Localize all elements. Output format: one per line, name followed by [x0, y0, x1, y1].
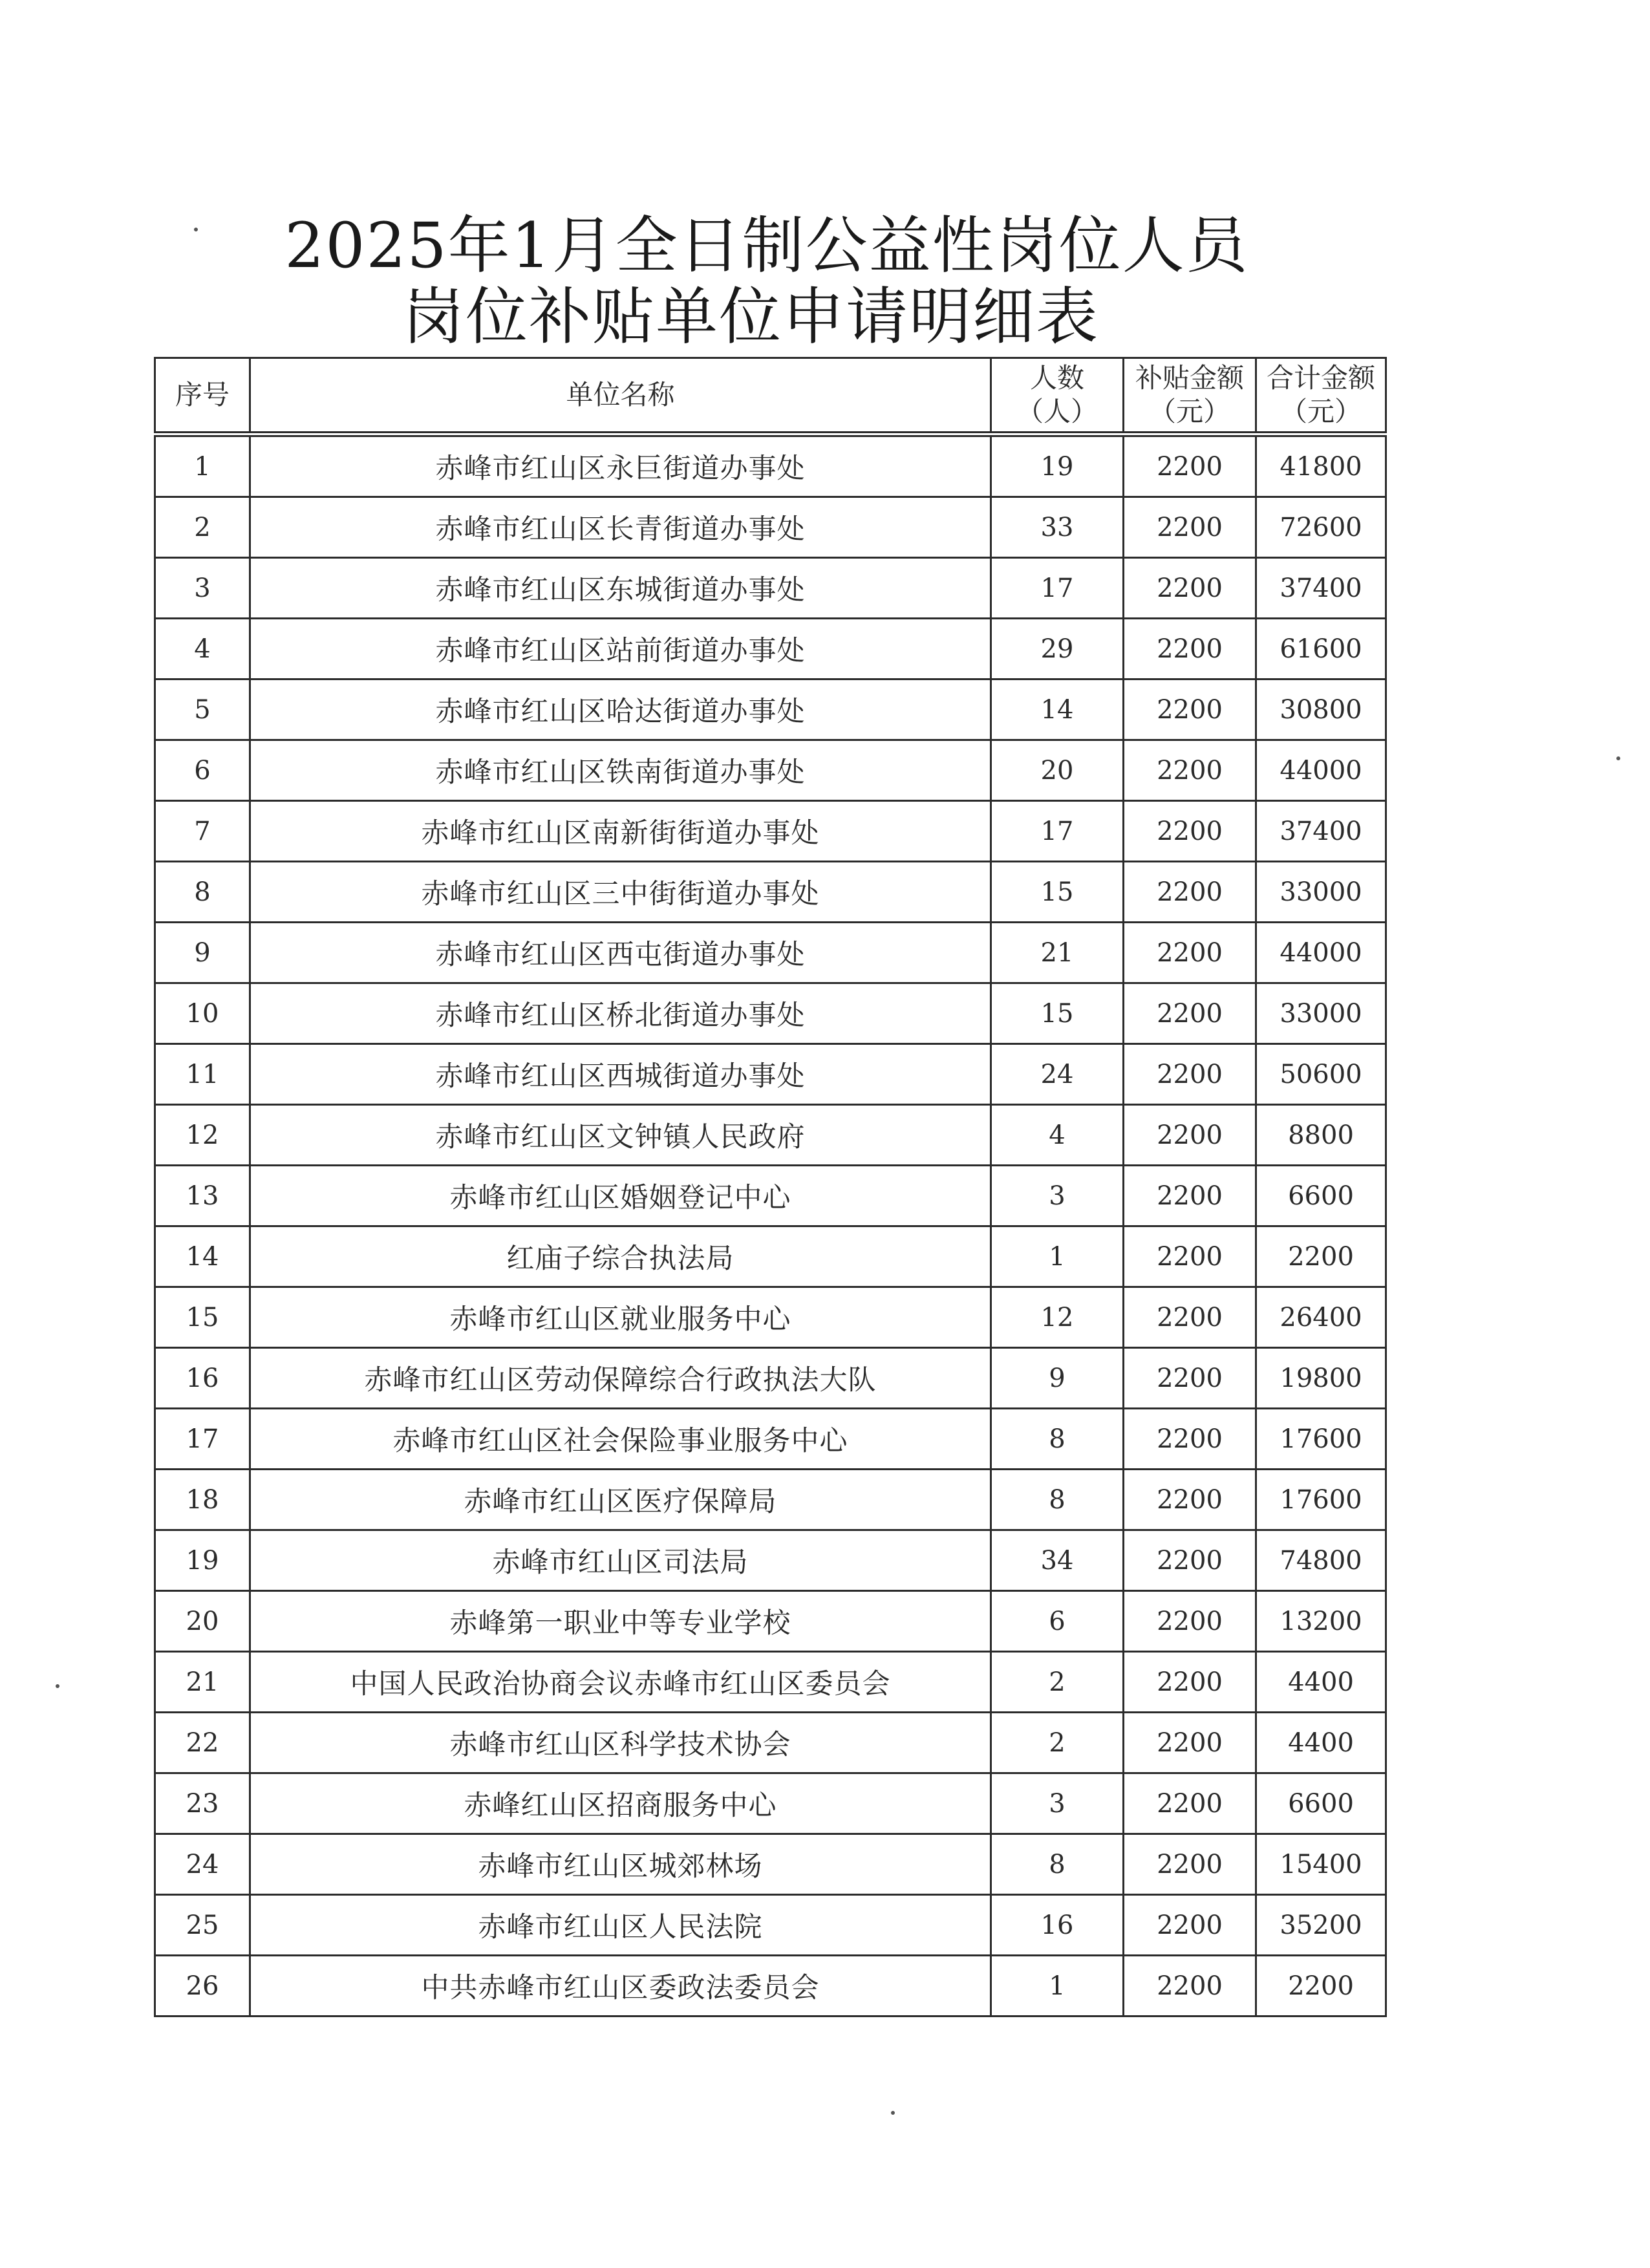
- header-total-unit: （元）: [1280, 396, 1362, 427]
- row-unit-name: 赤峰市红山区科学技术协会: [250, 1713, 991, 1773]
- row-unit-name: 赤峰市红山区人民法院: [250, 1895, 991, 1956]
- row-total: 17600: [1256, 1409, 1386, 1470]
- row-index: 10: [155, 983, 250, 1044]
- table-row: [155, 558, 1386, 619]
- table-row: [155, 434, 1386, 497]
- row-subsidy: 2200: [1124, 983, 1256, 1044]
- header-subsidy-unit: （元）: [1148, 396, 1230, 427]
- scan-speck: [56, 1684, 59, 1688]
- table-body: [155, 434, 1386, 2017]
- header-headcount: [991, 358, 1124, 434]
- row-total: 2200: [1256, 1226, 1386, 1287]
- row-total: 6600: [1256, 1773, 1386, 1834]
- table-row: [155, 497, 1386, 558]
- row-subsidy: 2200: [1124, 1895, 1256, 1956]
- row-index: 18: [155, 1470, 250, 1530]
- table-row: [155, 619, 1386, 679]
- row-subsidy: 2200: [1124, 679, 1256, 740]
- row-unit-name: 赤峰市红山区东城街道办事处: [250, 558, 991, 619]
- row-subsidy: 2200: [1124, 1226, 1256, 1287]
- row-unit-name: 赤峰市红山区铁南街道办事处: [250, 740, 991, 801]
- row-total: 2200: [1256, 1956, 1386, 2017]
- row-total: 17600: [1256, 1470, 1386, 1530]
- row-headcount: 33: [991, 497, 1124, 558]
- table-row: [155, 1044, 1386, 1105]
- row-index: 16: [155, 1348, 250, 1409]
- row-index: 12: [155, 1105, 250, 1166]
- scan-speck: [891, 2111, 895, 2115]
- row-index: 26: [155, 1956, 250, 2017]
- row-headcount: 2: [991, 1652, 1124, 1713]
- table-row: [155, 1287, 1386, 1348]
- row-index: 6: [155, 740, 250, 801]
- table-row: [155, 1956, 1386, 2017]
- row-headcount: 9: [991, 1348, 1124, 1409]
- row-unit-name: 中共赤峰市红山区委政法委员会: [250, 1956, 991, 2017]
- header-subsidy-label: 补贴金额: [1135, 362, 1244, 394]
- table-row: [155, 1713, 1386, 1773]
- table-row: [155, 1895, 1386, 1956]
- table-row: [155, 1409, 1386, 1470]
- row-subsidy: 2200: [1124, 434, 1256, 497]
- row-headcount: 15: [991, 983, 1124, 1044]
- row-subsidy: 2200: [1124, 1105, 1256, 1166]
- row-subsidy: 2200: [1124, 1956, 1256, 2017]
- row-headcount: 34: [991, 1530, 1124, 1591]
- row-total: 50600: [1256, 1044, 1386, 1105]
- row-headcount: 1: [991, 1226, 1124, 1287]
- row-headcount: 21: [991, 923, 1124, 983]
- row-index: 2: [155, 497, 250, 558]
- row-headcount: 14: [991, 679, 1124, 740]
- row-subsidy: 2200: [1124, 1166, 1256, 1226]
- row-headcount: 8: [991, 1470, 1124, 1530]
- row-index: 4: [155, 619, 250, 679]
- row-unit-name: 中国人民政治协商会议赤峰市红山区委员会: [250, 1652, 991, 1713]
- header-unit-name: 单位名称: [250, 358, 991, 434]
- row-total: 35200: [1256, 1895, 1386, 1956]
- row-total: 33000: [1256, 983, 1386, 1044]
- row-headcount: 17: [991, 558, 1124, 619]
- row-total: 19800: [1256, 1348, 1386, 1409]
- row-index: 7: [155, 801, 250, 862]
- row-total: 61600: [1256, 619, 1386, 679]
- header-subsidy-amount: [1124, 358, 1256, 434]
- row-headcount: 3: [991, 1773, 1124, 1834]
- row-unit-name: 赤峰市红山区司法局: [250, 1530, 991, 1591]
- row-unit-name: 赤峰红山区招商服务中心: [250, 1773, 991, 1834]
- table-row: [155, 862, 1386, 923]
- row-total: 37400: [1256, 558, 1386, 619]
- row-unit-name: 赤峰市红山区站前街道办事处: [250, 619, 991, 679]
- table-row: [155, 1105, 1386, 1166]
- row-headcount: 8: [991, 1834, 1124, 1895]
- row-total: 4400: [1256, 1652, 1386, 1713]
- row-subsidy: 2200: [1124, 1591, 1256, 1652]
- table-row: [155, 1834, 1386, 1895]
- row-headcount: 1: [991, 1956, 1124, 2017]
- row-total: 33000: [1256, 862, 1386, 923]
- row-subsidy: 2200: [1124, 1834, 1256, 1895]
- row-index: 5: [155, 679, 250, 740]
- row-subsidy: 2200: [1124, 740, 1256, 801]
- row-headcount: 12: [991, 1287, 1124, 1348]
- row-unit-name: 赤峰市红山区婚姻登记中心: [250, 1166, 991, 1226]
- row-index: 23: [155, 1773, 250, 1834]
- row-total: 44000: [1256, 740, 1386, 801]
- row-headcount: 20: [991, 740, 1124, 801]
- row-index: 25: [155, 1895, 250, 1956]
- row-headcount: 15: [991, 862, 1124, 923]
- header-index: 序号: [155, 358, 250, 434]
- row-index: 22: [155, 1713, 250, 1773]
- row-unit-name: 赤峰市红山区就业服务中心: [250, 1287, 991, 1348]
- row-unit-name: 赤峰市红山区文钟镇人民政府: [250, 1105, 991, 1166]
- row-headcount: 6: [991, 1591, 1124, 1652]
- row-unit-name: 赤峰市红山区桥北街道办事处: [250, 983, 991, 1044]
- row-total: 13200: [1256, 1591, 1386, 1652]
- row-headcount: 2: [991, 1713, 1124, 1773]
- table-header-row: [155, 358, 1386, 434]
- row-unit-name: 赤峰市红山区城郊林场: [250, 1834, 991, 1895]
- row-total: 74800: [1256, 1530, 1386, 1591]
- row-headcount: 16: [991, 1895, 1124, 1956]
- row-unit-name: 红庙子综合执法局: [250, 1226, 991, 1287]
- row-index: 19: [155, 1530, 250, 1591]
- table-row: [155, 1591, 1386, 1652]
- row-unit-name: 赤峰市红山区医疗保障局: [250, 1470, 991, 1530]
- row-total: 41800: [1256, 434, 1386, 497]
- scan-speck: [1616, 756, 1620, 760]
- row-headcount: 24: [991, 1044, 1124, 1105]
- row-index: 3: [155, 558, 250, 619]
- row-total: 6600: [1256, 1166, 1386, 1226]
- table-row: [155, 801, 1386, 862]
- row-index: 13: [155, 1166, 250, 1226]
- row-unit-name: 赤峰市红山区西屯街道办事处: [250, 923, 991, 983]
- row-index: 9: [155, 923, 250, 983]
- row-unit-name: 赤峰市红山区永巨街道办事处: [250, 434, 991, 497]
- row-index: 15: [155, 1287, 250, 1348]
- table-row: [155, 1226, 1386, 1287]
- table-row: [155, 983, 1386, 1044]
- row-unit-name: 赤峰市红山区哈达街道办事处: [250, 679, 991, 740]
- table-row: [155, 923, 1386, 983]
- row-subsidy: 2200: [1124, 1287, 1256, 1348]
- row-subsidy: 2200: [1124, 1530, 1256, 1591]
- table-row: [155, 1652, 1386, 1713]
- row-index: 24: [155, 1834, 250, 1895]
- title-line-2: 岗位补贴单位申请明细表: [402, 281, 1099, 353]
- scan-speck: [194, 228, 198, 231]
- row-unit-name: 赤峰市红山区长青街道办事处: [250, 497, 991, 558]
- row-total: 26400: [1256, 1287, 1386, 1348]
- row-subsidy: 2200: [1124, 497, 1256, 558]
- table-row: [155, 740, 1386, 801]
- header-headcount-unit: （人）: [1016, 396, 1098, 427]
- header-total-amount: [1256, 358, 1386, 434]
- row-unit-name: 赤峰市红山区劳动保障综合行政执法大队: [250, 1348, 991, 1409]
- header-headcount-label: 人数: [1029, 362, 1084, 394]
- row-total: 30800: [1256, 679, 1386, 740]
- table-row: [155, 1348, 1386, 1409]
- row-headcount: 19: [991, 434, 1124, 497]
- row-subsidy: 2200: [1124, 619, 1256, 679]
- row-headcount: 17: [991, 801, 1124, 862]
- row-index: 17: [155, 1409, 250, 1470]
- row-headcount: 4: [991, 1105, 1124, 1166]
- row-subsidy: 2200: [1124, 1348, 1256, 1409]
- row-unit-name: 赤峰市红山区西城街道办事处: [250, 1044, 991, 1105]
- row-subsidy: 2200: [1124, 1652, 1256, 1713]
- header-total-label: 合计金额: [1266, 362, 1375, 394]
- row-subsidy: 2200: [1124, 1409, 1256, 1470]
- table-row: [155, 679, 1386, 740]
- row-total: 44000: [1256, 923, 1386, 983]
- row-index: 14: [155, 1226, 250, 1287]
- row-index: 1: [155, 434, 250, 497]
- row-index: 20: [155, 1591, 250, 1652]
- row-index: 8: [155, 862, 250, 923]
- title-line-1: 2025年1月全日制公益性岗位人员: [284, 209, 1249, 282]
- row-unit-name: 赤峰市红山区社会保险事业服务中心: [250, 1409, 991, 1470]
- row-headcount: 8: [991, 1409, 1124, 1470]
- row-subsidy: 2200: [1124, 1713, 1256, 1773]
- row-subsidy: 2200: [1124, 923, 1256, 983]
- table-row: [155, 1530, 1386, 1591]
- row-subsidy: 2200: [1124, 558, 1256, 619]
- table-row: [155, 1166, 1386, 1226]
- row-unit-name: 赤峰市红山区南新街街道办事处: [250, 801, 991, 862]
- row-total: 8800: [1256, 1105, 1386, 1166]
- subsidy-detail-table: [154, 357, 1387, 2017]
- row-headcount: 29: [991, 619, 1124, 679]
- row-total: 37400: [1256, 801, 1386, 862]
- row-total: 4400: [1256, 1713, 1386, 1773]
- table-row: [155, 1773, 1386, 1834]
- row-unit-name: 赤峰第一职业中等专业学校: [250, 1591, 991, 1652]
- row-subsidy: 2200: [1124, 1470, 1256, 1530]
- row-total: 72600: [1256, 497, 1386, 558]
- row-subsidy: 2200: [1124, 801, 1256, 862]
- row-total: 15400: [1256, 1834, 1386, 1895]
- table-row: [155, 1470, 1386, 1530]
- row-unit-name: 赤峰市红山区三中街街道办事处: [250, 862, 991, 923]
- row-subsidy: 2200: [1124, 1773, 1256, 1834]
- row-headcount: 3: [991, 1166, 1124, 1226]
- row-subsidy: 2200: [1124, 862, 1256, 923]
- row-subsidy: 2200: [1124, 1044, 1256, 1105]
- row-index: 11: [155, 1044, 250, 1105]
- document-title: [0, 210, 1650, 352]
- row-index: 21: [155, 1652, 250, 1713]
